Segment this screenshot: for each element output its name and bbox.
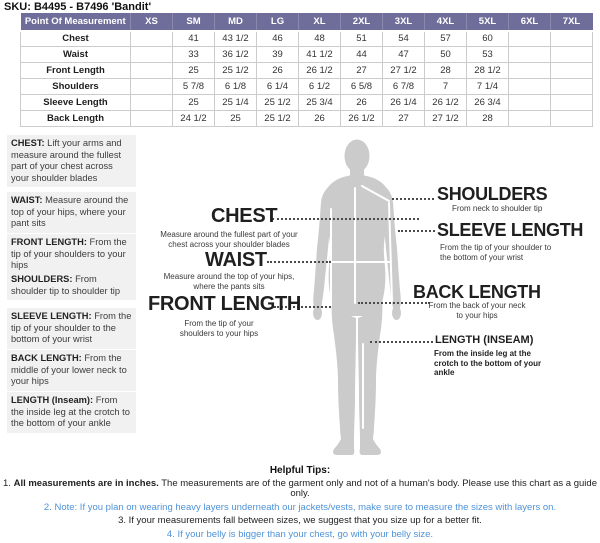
definition-text: From the middle of your lower neck to your hips xyxy=(11,353,127,386)
size-cell: 7 1/4 xyxy=(467,79,509,95)
size-cell: 26 3/4 xyxy=(467,95,509,111)
size-cell xyxy=(551,111,593,127)
tip-line-3 xyxy=(0,516,600,526)
row-label: Waist xyxy=(21,47,131,63)
size-cell: 48 xyxy=(299,31,341,47)
tip-number: 2. xyxy=(43,501,55,513)
size-cell xyxy=(131,79,173,95)
size-cell: 25 xyxy=(215,111,257,127)
size-cell: 27 xyxy=(341,63,383,79)
size-cell: 25 1/4 xyxy=(215,95,257,111)
size-cell xyxy=(509,79,551,95)
size-cell: 51 xyxy=(341,31,383,47)
size-cell: 5 7/8 xyxy=(173,79,215,95)
column-header-4xl: 4XL xyxy=(425,14,467,31)
size-row-front-length xyxy=(21,63,593,79)
size-cell xyxy=(551,47,593,63)
size-cell xyxy=(131,95,173,111)
body-silhouette-figure xyxy=(311,139,403,457)
size-cell: 26 1/4 xyxy=(383,95,425,111)
chest-leader-line xyxy=(272,218,419,220)
length-inseam-diagram-label: LENGTH (INSEAM) xyxy=(435,334,534,346)
tip-number: 4. xyxy=(166,528,178,540)
size-cell: 41 xyxy=(173,31,215,47)
size-cell: 28 xyxy=(467,111,509,127)
tip-text: If your measurements fall between sizes, we suggest that you size up for a better fit. xyxy=(128,515,482,526)
size-cell: 25 1/2 xyxy=(257,95,299,111)
size-chart-table xyxy=(20,13,593,127)
tip-text: Note: If you plan on wearing heavy layers underneath our jackets/vests, make sure to measure the sizes with layers on. xyxy=(54,501,557,513)
sleeve-length-diagram-desc: From the tip of your shoulder to the bottom of your wrist xyxy=(440,243,552,262)
size-cell: 28 xyxy=(425,63,467,79)
size-row-chest xyxy=(21,31,593,47)
body-silhouette xyxy=(313,140,401,456)
size-cell xyxy=(509,111,551,127)
size-cell: 26 1/2 xyxy=(299,63,341,79)
column-header-point-of-measurement: Point Of Measurement xyxy=(21,14,131,31)
definition-shoulders xyxy=(7,271,136,300)
size-cell xyxy=(509,95,551,111)
size-cell: 25 xyxy=(173,63,215,79)
column-header-2xl: 2XL xyxy=(341,14,383,31)
size-cell: 6 7/8 xyxy=(383,79,425,95)
column-header-6xl: 6XL xyxy=(509,14,551,31)
length-inseam-diagram-desc: From the inside leg at the crotch to the bottom of your ankle xyxy=(434,349,542,377)
size-cell: 6 5/8 xyxy=(341,79,383,95)
definition-term: LENGTH (Inseam): xyxy=(11,395,94,405)
size-cell: 6 1/8 xyxy=(215,79,257,95)
size-cell: 6 1/2 xyxy=(299,79,341,95)
definition-text: From shoulder tip to shoulder tip xyxy=(11,274,121,296)
size-cell: 7 xyxy=(425,79,467,95)
chest-diagram-desc: Measure around the fullest part of your chest across your shoulder blades xyxy=(160,230,298,249)
size-cell: 25 xyxy=(173,95,215,111)
definition-term: FRONT LENGTH: xyxy=(11,237,87,247)
tip-number: 1. xyxy=(3,478,14,489)
size-row-back-length xyxy=(21,111,593,127)
shoulders-diagram-label: SHOULDERS xyxy=(437,184,548,204)
size-cell xyxy=(131,63,173,79)
row-label: Front Length xyxy=(21,63,131,79)
definition-text: From the tip of your shoulder to the bottom of your wrist xyxy=(11,311,132,344)
tip-number: 3. xyxy=(118,515,129,526)
column-header-7xl: 7XL xyxy=(551,14,593,31)
definition-term: SHOULDERS: xyxy=(11,274,73,284)
size-cell: 26 xyxy=(341,95,383,111)
size-cell: 36 1/2 xyxy=(215,47,257,63)
size-cell: 26 1/2 xyxy=(341,111,383,127)
size-cell: 50 xyxy=(425,47,467,63)
size-cell: 25 1/2 xyxy=(257,111,299,127)
size-cell xyxy=(131,111,173,127)
tip-text: The measurements are of the garment only and not of a human's body. Please use this chart as a guide only. xyxy=(158,478,597,499)
front-length-diagram-desc: From the tip of your shoulders to your hips xyxy=(179,319,259,338)
tip-text: If your belly is bigger than your chest, go with your belly size. xyxy=(177,528,434,540)
size-cell: 6 1/4 xyxy=(257,79,299,95)
back-length-diagram-desc: From the back of your neck to your hips xyxy=(428,301,526,320)
sleeve-length-leader-line xyxy=(398,230,435,232)
column-header-sm: SM xyxy=(173,14,215,31)
column-header-md: MD xyxy=(215,14,257,31)
size-cell: 54 xyxy=(383,31,425,47)
table-header-row xyxy=(21,14,593,31)
size-cell: 24 1/2 xyxy=(173,111,215,127)
inseam-leader-line xyxy=(370,341,433,343)
size-cell: 27 1/2 xyxy=(383,63,425,79)
column-header-xl: XL xyxy=(299,14,341,31)
definition-term: BACK LENGTH: xyxy=(11,353,82,363)
tips-heading: Helpful Tips: xyxy=(269,465,331,476)
waist-leader-line xyxy=(267,261,331,263)
size-cell: 46 xyxy=(257,31,299,47)
row-label: Chest xyxy=(21,31,131,47)
tip-bold-text: All measurements are in inches. xyxy=(13,478,159,489)
size-cell xyxy=(551,79,593,95)
size-cell: 26 xyxy=(257,63,299,79)
definition-term: WAIST: xyxy=(11,195,43,205)
size-cell xyxy=(131,47,173,63)
size-cell: 25 1/2 xyxy=(215,63,257,79)
back-length-diagram-label: BACK LENGTH xyxy=(413,282,541,302)
size-cell: 43 1/2 xyxy=(215,31,257,47)
column-header-3xl: 3XL xyxy=(383,14,425,31)
definition-front-length xyxy=(7,234,136,275)
definition-back-length xyxy=(7,350,136,391)
column-header-5xl: 5XL xyxy=(467,14,509,31)
definition-term: CHEST: xyxy=(11,138,45,148)
definition-text: From the inside leg at the crotch to the bottom of your ankle xyxy=(11,395,130,428)
definition-text: Measure around the top of your hips, where your pant sits xyxy=(11,195,129,228)
shoulders-diagram-desc: From neck to shoulder tip xyxy=(452,204,543,213)
size-cell: 44 xyxy=(341,47,383,63)
size-cell xyxy=(509,47,551,63)
definition-waist xyxy=(7,192,136,233)
size-cell: 33 xyxy=(173,47,215,63)
size-cell: 57 xyxy=(425,31,467,47)
size-row-waist xyxy=(21,47,593,63)
size-cell xyxy=(551,31,593,47)
column-header-xs: XS xyxy=(131,14,173,31)
definition-length-inseam xyxy=(7,392,136,433)
definition-sleeve-length xyxy=(7,308,136,349)
size-cell: 27 1/2 xyxy=(425,111,467,127)
front-length-diagram-label: FRONT LENGTH xyxy=(148,293,302,315)
size-cell xyxy=(509,63,551,79)
row-label: Shoulders xyxy=(21,79,131,95)
sleeve-length-diagram-label: SLEEVE LENGTH xyxy=(437,220,584,240)
page-title: SKU: B4495 - B7496 'Bandit' xyxy=(4,1,152,13)
definition-term: SLEEVE LENGTH: xyxy=(11,311,92,321)
size-cell: 28 1/2 xyxy=(467,63,509,79)
row-label: Sleeve Length xyxy=(21,95,131,111)
definition-text: Lift your arms and measure around the fullest part of your chest across your shoulder blades xyxy=(11,138,122,183)
size-row-shoulders xyxy=(21,79,593,95)
column-header-lg: LG xyxy=(257,14,299,31)
size-cell: 60 xyxy=(467,31,509,47)
chest-diagram-label: CHEST xyxy=(211,205,278,227)
size-cell xyxy=(551,63,593,79)
size-cell: 27 xyxy=(383,111,425,127)
definition-text: From the tip of your shoulders to your hips xyxy=(11,237,127,270)
tip-line-2 xyxy=(0,503,600,513)
size-cell: 26 1/2 xyxy=(425,95,467,111)
size-cell: 41 1/2 xyxy=(299,47,341,63)
size-cell xyxy=(551,95,593,111)
tip-line-4 xyxy=(0,530,600,540)
helpful-tips-section xyxy=(0,465,600,543)
waist-diagram-desc: Measure around the top of your hips, where the pants sits xyxy=(163,272,295,291)
row-label: Back Length xyxy=(21,111,131,127)
definition-chest xyxy=(7,135,136,187)
size-row-sleeve-length xyxy=(21,95,593,111)
shoulders-leader-line xyxy=(392,198,434,200)
size-cell: 53 xyxy=(467,47,509,63)
size-cell: 47 xyxy=(383,47,425,63)
size-cell: 39 xyxy=(257,47,299,63)
size-cell xyxy=(509,31,551,47)
size-cell: 26 xyxy=(299,111,341,127)
size-cell xyxy=(131,31,173,47)
tip-line-1 xyxy=(0,479,600,499)
size-cell: 25 3/4 xyxy=(299,95,341,111)
waist-diagram-label: WAIST xyxy=(205,249,267,271)
